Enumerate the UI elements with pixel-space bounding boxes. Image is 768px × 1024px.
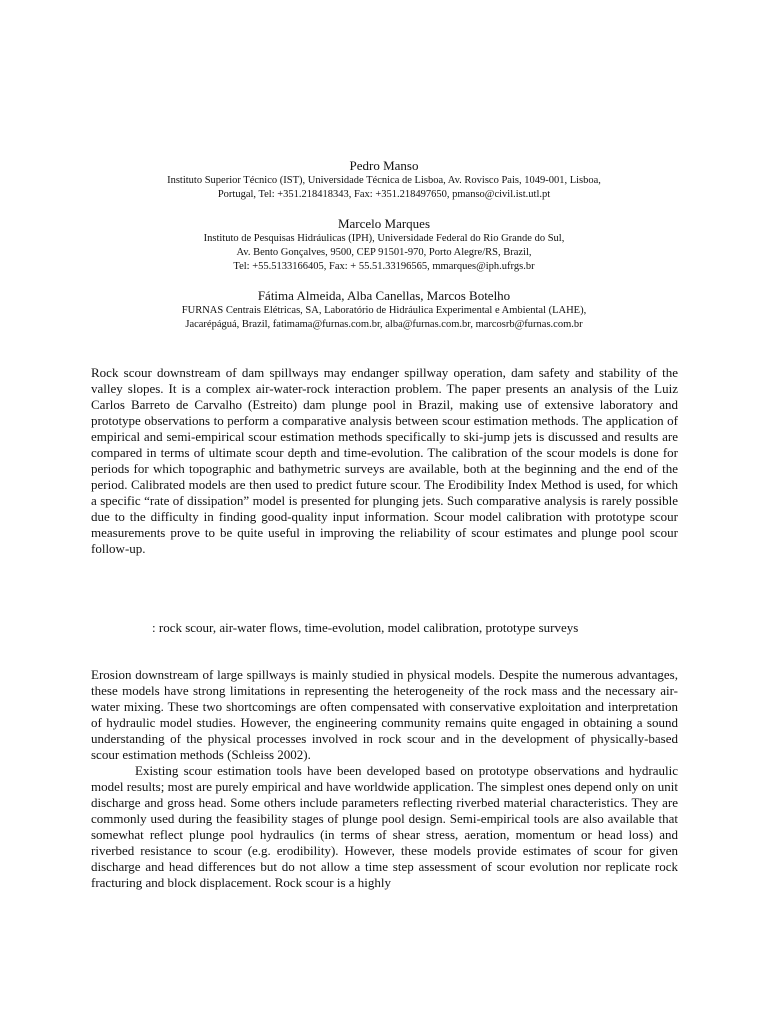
author-block-3 xyxy=(80,288,688,332)
body-paragraph-2: Existing scour estimation tools have been developed based on prototype observations and hydraulic model results; most are purely empirical and have worldwide application. The simplest ones depend only on unit discharge and gross head. Some others include parameters reflecting riverbed material characteristics. They are commonly used during the feasibility stages of plunge pool design. Semi-empirical tools are also available that somewhat reflect plunge pool hydraulics (in terms of shear stress, aeration, momentum or head loss) and riverbed resistance to scour (e.g. erodibility). However, these models provide estimates of scour for given discharge and head differences but do not allow a time step assessment of scour evolution nor replicate rock fracturing and block displacement. Rock scour is a highly xyxy=(91,763,678,890)
author-list xyxy=(80,158,688,346)
affiliation-line: FURNAS Centrais Elétricas, SA, Laboratório de Hidráulica Experimental e Ambiental (LAHE), xyxy=(181,305,587,316)
abstract-paragraph: Rock scour downstream of dam spillways may endanger spillway operation, dam safety and stability of the valley slopes. It is a complex air-water-rock interaction problem. The paper presents an analysis of the Luiz Carlos Barreto de Carvalho (Estreito) dam plunge pool in Brazil, making use of extensive laboratory and prototype observations to perform a comparative analysis between scour estimation methods. The application of empirical and semi-empirical scour estimation methods specifically to ski-jump jets is discussed and results are compared in terms of ultimate scour depth and time-evolution. The calibration of the scour models is done for periods for which topographic and bathymetric surveys are available, both at the beginning and the end of the period. Calibrated models are then used to predict future scour. The Erodibility Index Method is used, for which a specific “rate of dissipation” model is presented for plunging jets. Such comparative analysis is rarely possible due to the difficulty in finding good-quality input information. Scour model calibration with prototype scour measurements prove to be quite useful in improving the reliability of scour estimates and plunge pool scour follow-up. xyxy=(91,365,678,556)
introduction-body xyxy=(91,667,678,891)
author-name: Fátima Almeida, Alba Canellas, Marcos Botelho xyxy=(257,288,511,303)
keywords-line: : rock scour, air-water flows, time-evolution, model calibration, prototype surveys xyxy=(152,620,579,635)
author-block-1 xyxy=(80,158,688,202)
affiliation-line: Tel: +55.5133166405, Fax: + 55.51.33196565, mmarques@iph.ufrgs.br xyxy=(233,261,535,272)
affiliation-line: Portugal, Tel: +351.218418343, Fax: +351.218497650, pmanso@civil.ist.utl.pt xyxy=(217,189,551,200)
affiliation-line: Jacarépáguá, Brazil, fatimama@furnas.com.br, alba@furnas.com.br, marcosrb@furnas.com.br xyxy=(185,319,583,330)
affiliation-line: Av. Bento Gonçalves, 9500, CEP 91501-970, Porto Alegre/RS, Brazil, xyxy=(236,247,532,258)
body-paragraph-1: Erosion downstream of large spillways is mainly studied in physical models. Despite the numerous advantages, these models have strong limitations in representing the heterogeneity of the rock mass and the necessary air-water mixing. These two shortcomings are often compensated with conservative exploitation and interpretation of hydraulic model studies. However, the engineering community remains quite engaged in obtaining a sound understanding of the physical processes involved in rock scour and in the development of physically-based scour estimation methods (Schleiss 2002). xyxy=(91,667,678,762)
affiliation-line: Instituto de Pesquisas Hidráulicas (IPH), Universidade Federal do Rio Grande do Sul, xyxy=(203,233,565,244)
author-name: Marcelo Marques xyxy=(337,216,431,231)
affiliation-line: Instituto Superior Técnico (IST), Universidade Técnica de Lisboa, Av. Rovisco Pais, 1049-001, Lisboa, xyxy=(167,175,601,186)
author-name: Pedro Manso xyxy=(349,158,419,173)
author-block-2 xyxy=(80,216,688,274)
